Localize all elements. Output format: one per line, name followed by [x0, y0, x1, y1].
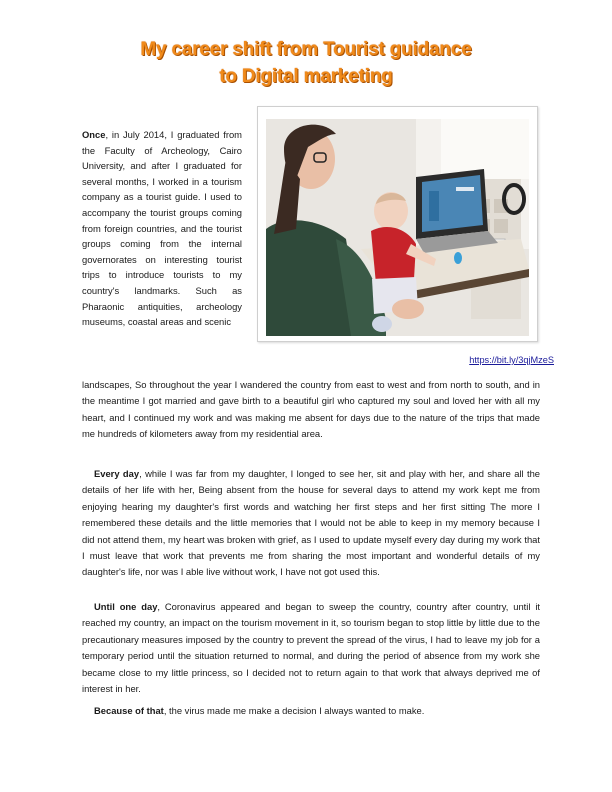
- paragraph-lead: Every day: [94, 468, 140, 479]
- paragraph-lead: Until one day: [94, 601, 158, 612]
- photo-frame: [257, 106, 538, 342]
- title-line-1: My career shift from Tourist guidance: [140, 39, 472, 60]
- paragraph-because-of-that: [82, 703, 540, 719]
- intro-text: , in July 2014, I graduated from the Faculty of Archeology, Cairo University, and after I graduated for several months, I worked in a tourism company as a tourist guide. I used to accompany the tourist groups coming from foreign countries, and the tourist groups coming from the internal governorates on interesting tourist trips to introduce tourists to my country's landmarks. Such as Pharaonic antiquities, archeology museums, coastal areas and scenic: [82, 129, 242, 328]
- image-source-link[interactable]: https://bit.ly/3qjMzeS: [469, 355, 554, 365]
- paragraph-text: , while I was far from my daughter, I longed to see her, sit and play with her, and share all the details of her life with her, Being absent from the house for several days to attend my work kept me from enjoying hearing my daughter's first words and watching her first steps and her first sitting The more I remembered these details and the little memories that I would not be able to keep in my memory because I did not attend them, my heart was broken with grief, as I used to update myself every day during my work that I must leave that work that prevents me from sharing the most important and wonderful details of my daughter's life, nor was I able live without work, I have not got used this.: [82, 468, 540, 578]
- intro-lead: Once: [82, 129, 106, 140]
- intro-continuation: landscapes, So throughout the year I wandered the country from east to west and from north to south, and in the meantime I got married and gave birth to a beautiful girl who captured my soul and loved her with all my heart, and I continued my work and was making me absent for days due to the nature of the trips that made me hundreds of kilometers away from my residential area.: [82, 379, 540, 440]
- intro-paragraph: [82, 127, 242, 330]
- paragraph-every-day: [82, 466, 540, 581]
- paragraph-until-one-day: [82, 599, 540, 697]
- title-line-2: to Digital marketing: [219, 66, 393, 87]
- paragraph-lead: Because of that: [94, 705, 164, 716]
- mother-baby-laptop-photo: [266, 119, 529, 336]
- paragraph-text: , the virus made me make a decision I always wanted to make.: [163, 705, 425, 716]
- page-title: [0, 36, 612, 90]
- paragraph-text: , Coronavirus appeared and began to sweep the country, country after country, until it reached my country, an impact on the tourism movement in it, so tourism began to stop little by little due to the precautionary measures imposed by the country to prevent the spread of the virus, I had to leave my job for a temporary period until the situation returned to normal, and during the period of absence from my work she became close to my little princess, so I decided not to return again to that work that always deprived me of interest in her.: [82, 601, 541, 695]
